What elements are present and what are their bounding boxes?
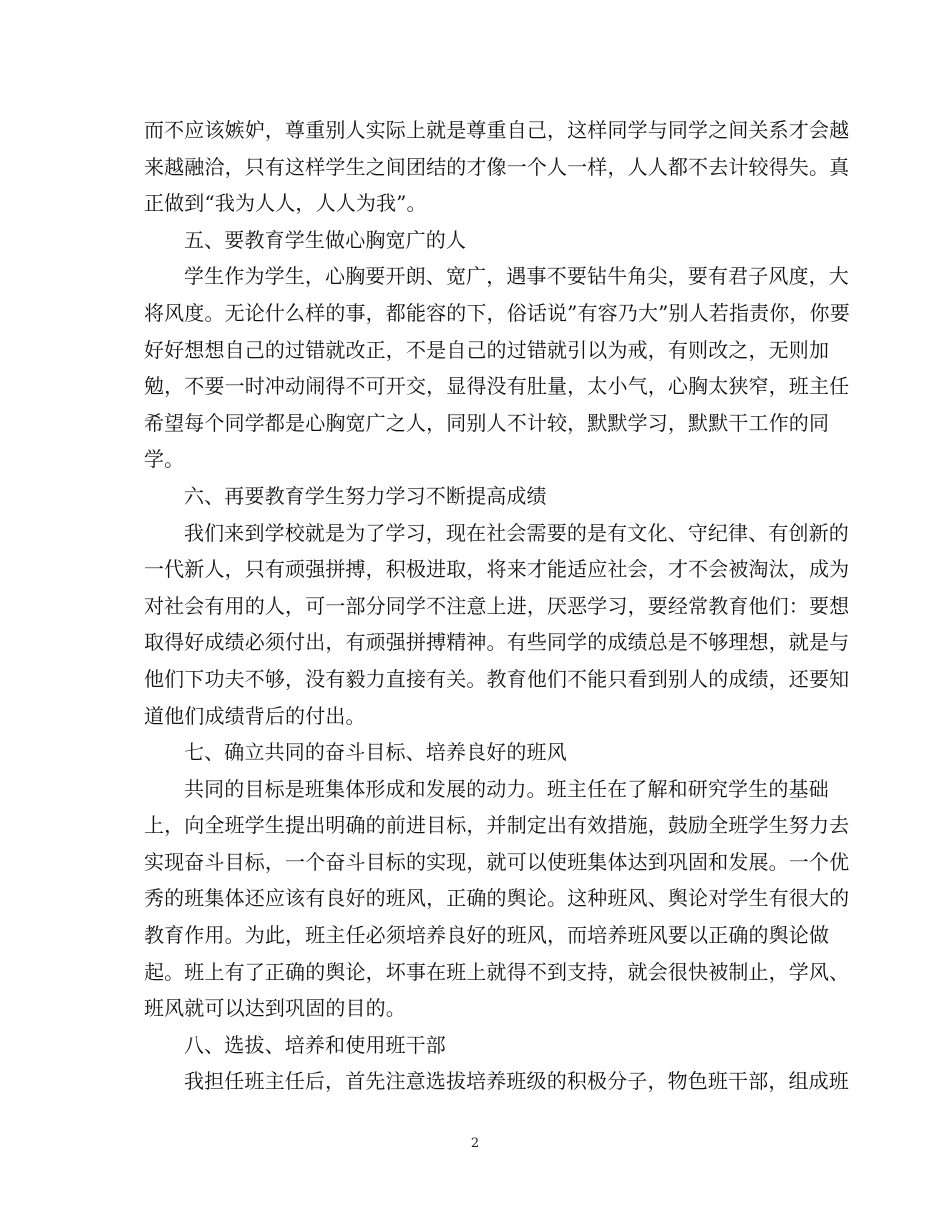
- page-number: 2: [470, 1136, 480, 1151]
- section-heading: 八、选拔、培养和使用班干部: [184, 1032, 446, 1057]
- paragraph-line: 将风度。无论什么样的事，都能容的下，俗话说”有容乃大”别人若指责你，你要: [144, 300, 850, 325]
- section-heading: 七、确立共同的奋斗目标、培养良好的班风: [184, 740, 567, 765]
- body-text: [144, 112, 850, 1100]
- paragraph-line: 教育作用。为此，班主任必须培养良好的班风，而培养班风要以正确的舆论做: [144, 923, 830, 948]
- paragraph-line: 希望每个同学都是心胸宽广之人，同别人不计较，默默学习，默默干工作的同: [144, 410, 830, 435]
- paragraph-line: 一代新人，只有顽强拼搏，积极进取，将来才能适应社会，才不会被淘汰，成为: [144, 557, 850, 582]
- paragraph-line: 我们来到学校就是为了学习，现在社会需要的是有文化、守纪律、有创新的: [184, 520, 849, 545]
- paragraph-line: 学生作为学生，心胸要开朗、宽广，遇事不要钻牛角尖，要有君子风度，大: [184, 264, 849, 289]
- paragraph-line: 对社会有用的人，可一部分同学不注意上进，厌恶学习，要经常教育他们：要想: [144, 593, 850, 618]
- paragraph-line: 实现奋斗目标，一个奋斗目标的实现，就可以使班集体达到巩固和发展。一个优: [144, 849, 850, 874]
- paragraph-line: 我担任班主任后，首先注意选拔培养班级的积极分子，物色班干部，组成班: [184, 1069, 849, 1094]
- paragraph-line: 上，向全班学生提出明确的前进目标，并制定出有效措施，鼓励全班学生努力去: [144, 813, 850, 838]
- paragraph-line: 而不应该嫉妒，尊重别人实际上就是尊重自己，这样同学与同学之间关系才会越: [144, 118, 850, 142]
- paragraph-line: 勉，不要一时冲动闹得不可开交，显得没有肚量，太小气，心胸太狭窄，班主任: [144, 374, 850, 399]
- paragraph-line: 取得好成绩必须付出，有顽强拼搏精神。有些同学的成绩总是不够理想，就是与: [144, 630, 850, 655]
- paragraph-line: 班风就可以达到巩固的目的。: [144, 996, 406, 1021]
- paragraph-line: 共同的目标是班集体形成和发展的动力。班主任在了解和研究学生的基础: [184, 776, 829, 801]
- paragraph-line: 正做到“我为人人，人人为我”。: [144, 191, 427, 216]
- section-heading: 六、再要教育学生努力学习不断提高成绩: [184, 483, 547, 508]
- paragraph-line: 好好想想自己的过错就改正，不是自己的过错就引以为戒，有则改之，无则加: [144, 337, 830, 362]
- section-heading: 五、要教育学生做心胸宽广的人: [184, 227, 467, 252]
- paragraph-line: 秀的班集体还应该有良好的班风，正确的舆论。这种班风、舆论对学生有很大的: [144, 886, 850, 911]
- paragraph-line: 来越融洽，只有这样学生之间团结的才像一个人一样，人人都不去计较得失。真: [144, 154, 850, 179]
- paragraph-line: 起。班上有了正确的舆论，坏事在班上就得不到支持，就会很快被制止，学风、: [144, 959, 850, 984]
- paragraph-line: 道他们成绩背后的付出。: [144, 703, 366, 728]
- paragraph-line: 他们下功夫不够，没有毅力直接有关。教育他们不能只看到别人的成绩，还要知: [144, 666, 850, 691]
- paragraph-line: 学。: [144, 447, 185, 472]
